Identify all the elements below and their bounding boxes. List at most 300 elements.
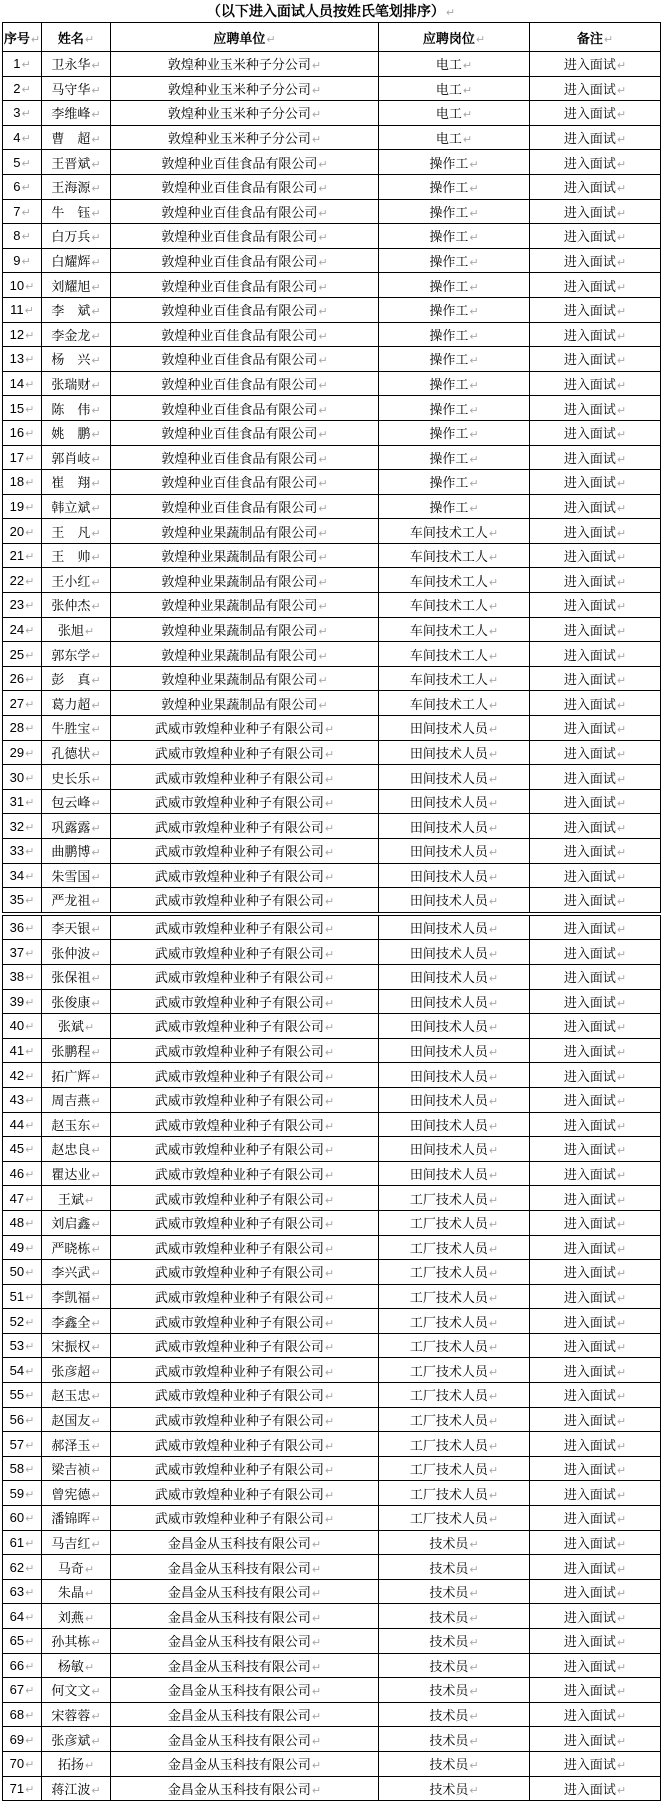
cell-remark [530, 888, 661, 914]
cell-remark-text: 进入面试 [563, 1462, 616, 1478]
cell-name [42, 1063, 111, 1088]
cell-name-text: 王 凡 [51, 524, 91, 540]
cell-remark-text: 进入面试 [563, 475, 616, 491]
cell-remark-text: 进入面试 [563, 994, 616, 1010]
cell-company-text: 武威市敦煌种业种子有限公司 [154, 1265, 324, 1281]
paragraph-mark-icon: ↵ [311, 1711, 322, 1724]
cell-company-text: 武威市敦煌种业种子有限公司 [154, 844, 324, 860]
paragraph-mark-icon: ↵ [616, 1440, 627, 1453]
cell-remark-text: 进入面试 [563, 352, 616, 368]
cell-company [111, 1210, 379, 1235]
table-row [3, 371, 661, 396]
paragraph-mark-icon: ↵ [25, 846, 35, 859]
paragraph-mark-icon: ↵ [25, 1291, 35, 1304]
cell-name [42, 52, 111, 77]
paragraph-mark-icon: ↵ [469, 1784, 479, 1797]
cell-remark-text: 进入面试 [563, 598, 616, 614]
paragraph-mark-icon: ↵ [488, 1292, 499, 1305]
paragraph-mark-icon: ↵ [488, 724, 499, 737]
cell-no-text: 70 [9, 1756, 25, 1772]
cell-remark-text: 进入面试 [563, 1732, 616, 1748]
cell-remark-text: 进入面试 [563, 795, 616, 811]
cell-company [111, 76, 379, 101]
cell-position [379, 1137, 530, 1162]
paragraph-mark-icon: ↵ [91, 232, 101, 245]
paragraph-mark-icon: ↵ [21, 206, 31, 219]
cell-name [42, 150, 111, 175]
cell-remark [530, 1112, 661, 1137]
paragraph-mark-icon: ↵ [25, 1070, 35, 1083]
cell-position-text: 技术员 [429, 1683, 469, 1699]
cell-name [42, 1604, 111, 1629]
cell-name-text: 何文文 [51, 1683, 91, 1699]
cell-name-text: 张仲波 [51, 945, 91, 961]
paragraph-mark-icon: ↵ [318, 429, 328, 442]
cell-remark-text: 进入面试 [563, 921, 616, 937]
cell-name [42, 199, 111, 224]
cell-no-text: 14 [9, 376, 25, 392]
cell-no [3, 1407, 42, 1432]
paragraph-mark-icon: ↵ [84, 33, 95, 46]
cell-name-text: 赵玉东 [51, 1117, 91, 1133]
cell-position [379, 445, 530, 470]
table-row [3, 1653, 661, 1678]
cell-no-text: 11 [10, 302, 24, 318]
paragraph-mark-icon: ↵ [616, 257, 627, 270]
cell-company [111, 1579, 379, 1604]
cell-name [42, 347, 111, 372]
cell-company-text: 武威市敦煌种业种子有限公司 [154, 1314, 324, 1330]
paragraph-mark-icon: ↵ [84, 1563, 95, 1576]
paragraph-mark-icon: ↵ [469, 1661, 479, 1674]
cell-remark [530, 101, 661, 126]
cell-no [3, 1678, 42, 1703]
cell-no [3, 273, 42, 298]
cell-no-text: 4 [13, 130, 21, 146]
table-row [3, 76, 661, 101]
cell-no [3, 519, 42, 544]
table-row [3, 470, 661, 495]
paragraph-mark-icon: ↵ [25, 870, 35, 883]
paragraph-mark-icon: ↵ [91, 576, 101, 589]
cell-no [3, 1653, 42, 1678]
cell-no-text: 48 [9, 1215, 25, 1231]
cell-name [42, 1456, 111, 1481]
paragraph-mark-icon: ↵ [91, 822, 101, 835]
paragraph-mark-icon: ↵ [91, 429, 101, 442]
paragraph-mark-icon: ↵ [469, 355, 479, 368]
cell-company [111, 765, 379, 790]
cell-position-text: 电工 [435, 131, 462, 147]
cell-position-text: 田间技术人员 [409, 1019, 488, 1035]
paragraph-mark-icon: ↵ [91, 257, 101, 270]
paragraph-mark-icon: ↵ [91, 1268, 101, 1281]
paragraph-mark-icon: ↵ [318, 380, 328, 393]
cell-remark-text: 进入面试 [563, 1708, 616, 1724]
cell-company-text: 敦煌种业百佳食品有限公司 [161, 278, 318, 294]
cell-company [111, 1751, 379, 1776]
paragraph-mark-icon: ↵ [469, 1637, 479, 1650]
cell-no-text: 25 [9, 646, 25, 662]
paragraph-mark-icon: ↵ [488, 1194, 499, 1207]
paragraph-mark-icon: ↵ [324, 748, 335, 761]
paragraph-mark-icon: ↵ [318, 502, 328, 515]
cell-position [379, 814, 530, 839]
cell-no [3, 445, 42, 470]
paragraph-mark-icon: ↵ [616, 1563, 627, 1576]
cell-remark-text: 进入面试 [563, 1240, 616, 1256]
table-row [3, 445, 661, 470]
cell-position-text: 田间技术人员 [409, 844, 488, 860]
paragraph-mark-icon: ↵ [616, 1170, 627, 1183]
paragraph-mark-icon: ↵ [488, 601, 499, 614]
cell-position-text: 田间技术人员 [409, 1068, 488, 1084]
paragraph-mark-icon: ↵ [311, 109, 322, 122]
cell-company [111, 1087, 379, 1112]
paragraph-mark-icon: ↵ [84, 1022, 95, 1035]
cell-name [42, 1481, 111, 1506]
paragraph-mark-icon: ↵ [318, 232, 328, 245]
cell-remark [530, 666, 661, 691]
cell-remark-text: 进入面试 [563, 573, 616, 589]
cell-position-text: 技术员 [429, 1757, 469, 1773]
cell-position [379, 1161, 530, 1186]
cell-position [379, 1383, 530, 1408]
cell-company-text: 武威市敦煌种业种子有限公司 [154, 721, 324, 737]
cell-company-text: 武威市敦煌种业种子有限公司 [154, 1191, 324, 1207]
cell-name [42, 297, 111, 322]
cell-name [42, 248, 111, 273]
paragraph-mark-icon: ↵ [318, 453, 328, 466]
cell-remark-text: 进入面试 [563, 1339, 616, 1355]
cell-remark-text: 进入面试 [563, 844, 616, 860]
paragraph-mark-icon: ↵ [318, 699, 328, 712]
paragraph-mark-icon: ↵ [488, 1440, 499, 1453]
paragraph-mark-icon: ↵ [91, 183, 101, 196]
cell-name-text: 马吉红 [51, 1535, 91, 1551]
paragraph-mark-icon: ↵ [91, 527, 101, 540]
paragraph-mark-icon: ↵ [25, 1636, 35, 1649]
paragraph-mark-icon: ↵ [616, 1465, 627, 1478]
cell-company [111, 125, 379, 150]
cell-remark-text: 进入面试 [563, 499, 616, 515]
paragraph-mark-icon: ↵ [91, 675, 101, 688]
cell-no [3, 1481, 42, 1506]
cell-no-text: 27 [9, 695, 25, 711]
cell-name [42, 1751, 111, 1776]
cell-remark-text: 进入面试 [563, 868, 616, 884]
cell-remark [530, 1702, 661, 1727]
cell-name [42, 1014, 111, 1039]
paragraph-mark-icon: ↵ [91, 1145, 101, 1158]
cell-name-text: 韩立斌 [51, 499, 91, 515]
cell-no [3, 1235, 42, 1260]
paragraph-mark-icon: ↵ [488, 625, 499, 638]
cell-company-text: 金昌金从玉科技有限公司 [167, 1683, 311, 1699]
table-row [3, 1137, 661, 1162]
table-row [3, 297, 661, 322]
paragraph-mark-icon: ↵ [616, 478, 627, 491]
cell-position-text: 田间技术人员 [409, 795, 488, 811]
cell-position-text: 操作工 [429, 426, 469, 442]
paragraph-mark-icon: ↵ [616, 1711, 627, 1724]
paragraph-mark-icon: ↵ [616, 134, 627, 147]
cell-no [3, 1161, 42, 1186]
cell-remark [530, 1456, 661, 1481]
cell-remark-text: 进入面试 [563, 1658, 616, 1674]
cell-company-text: 武威市敦煌种业种子有限公司 [154, 1462, 324, 1478]
paragraph-mark-icon: ↵ [616, 1686, 627, 1699]
cell-remark [530, 568, 661, 593]
cell-name-text: 拓广辉 [51, 1068, 91, 1084]
table-row [3, 1481, 661, 1506]
cell-remark [530, 789, 661, 814]
cell-position [379, 1112, 530, 1137]
cell-company [111, 297, 379, 322]
cell-remark-text: 进入面试 [563, 745, 616, 761]
cell-company [111, 494, 379, 519]
paragraph-mark-icon: ↵ [25, 1464, 35, 1477]
cell-name [42, 839, 111, 864]
cell-position [379, 568, 530, 593]
paragraph-mark-icon: ↵ [324, 798, 335, 811]
cell-position [379, 273, 530, 298]
cell-no [3, 248, 42, 273]
cell-no-text: 20 [9, 523, 25, 539]
cell-name-text: 刘燕 [57, 1609, 84, 1625]
cell-name [42, 76, 111, 101]
cell-remark-text: 进入面试 [563, 1560, 616, 1576]
cell-remark [530, 1407, 661, 1432]
cell-remark [530, 519, 661, 544]
cell-company-text: 敦煌种业果蔬制品有限公司 [161, 647, 318, 663]
cell-position [379, 1260, 530, 1285]
paragraph-mark-icon: ↵ [324, 948, 335, 961]
paragraph-mark-icon: ↵ [91, 601, 101, 614]
cell-no [3, 396, 42, 421]
paragraph-mark-icon: ↵ [324, 1219, 335, 1232]
cell-position-text: 田间技术人员 [409, 1142, 488, 1158]
cell-remark [530, 1653, 661, 1678]
cell-company-text: 金昌金从玉科技有限公司 [167, 1585, 311, 1601]
table-row [3, 1776, 661, 1801]
table-row [3, 1727, 661, 1752]
cell-no-text: 49 [9, 1239, 25, 1255]
paragraph-mark-icon: ↵ [469, 478, 479, 491]
paragraph-mark-icon: ↵ [311, 1563, 322, 1576]
cell-name-text: 张俊康 [51, 994, 91, 1010]
table-row [3, 494, 661, 519]
cell-no-text: 51 [9, 1288, 25, 1304]
cell-company-text: 敦煌种业果蔬制品有限公司 [161, 524, 318, 540]
paragraph-mark-icon: ↵ [25, 280, 35, 293]
cell-company-text: 武威市敦煌种业种子有限公司 [154, 994, 324, 1010]
cell-no [3, 568, 42, 593]
paragraph-mark-icon: ↵ [91, 748, 101, 761]
cell-no [3, 174, 42, 199]
cell-name [42, 1284, 111, 1309]
cell-position-text: 操作工 [429, 352, 469, 368]
paragraph-mark-icon: ↵ [469, 429, 479, 442]
cell-remark-text: 进入面试 [563, 1437, 616, 1453]
cell-company [111, 322, 379, 347]
cell-company-text: 武威市敦煌种业种子有限公司 [154, 1019, 324, 1035]
cell-remark [530, 1309, 661, 1334]
cell-name [42, 1579, 111, 1604]
paragraph-mark-icon: ↵ [488, 1268, 499, 1281]
cell-position-text: 田间技术人员 [409, 1044, 488, 1060]
table-row [3, 420, 661, 445]
cell-remark-text: 进入面试 [563, 1634, 616, 1650]
paragraph-mark-icon: ↵ [91, 306, 101, 319]
paragraph-mark-icon: ↵ [91, 1317, 101, 1330]
cell-remark [530, 1284, 661, 1309]
cell-no [3, 322, 42, 347]
cell-remark [530, 1678, 661, 1703]
paragraph-mark-icon: ↵ [91, 404, 101, 417]
cell-company [111, 52, 379, 77]
paragraph-mark-icon: ↵ [488, 1415, 499, 1428]
cell-no-text: 41 [9, 1043, 25, 1059]
paragraph-mark-icon: ↵ [25, 1267, 35, 1280]
cell-company-text: 武威市敦煌种业种子有限公司 [154, 1437, 324, 1453]
cell-name [42, 273, 111, 298]
cell-remark [530, 347, 661, 372]
cell-position-text: 技术员 [429, 1781, 469, 1797]
paragraph-mark-icon: ↵ [488, 997, 499, 1010]
paragraph-mark-icon: ↵ [616, 822, 627, 835]
cell-no-text: 32 [9, 818, 25, 834]
paragraph-mark-icon: ↵ [311, 1661, 322, 1674]
cell-company-text: 武威市敦煌种业种子有限公司 [154, 1216, 324, 1232]
cell-company-text: 金昌金从玉科技有限公司 [167, 1658, 311, 1674]
cell-company-text: 武威市敦煌种业种子有限公司 [154, 1363, 324, 1379]
cell-remark-text: 进入面试 [563, 819, 616, 835]
cell-position [379, 371, 530, 396]
cell-company [111, 1038, 379, 1063]
paragraph-mark-icon: ↵ [324, 1489, 335, 1502]
paragraph-mark-icon: ↵ [318, 404, 328, 417]
cell-company [111, 888, 379, 914]
cell-company-text: 敦煌种业百佳食品有限公司 [161, 180, 318, 196]
cell-remark-text: 进入面试 [563, 401, 616, 417]
cell-name-text: 张鹏程 [51, 1044, 91, 1060]
paragraph-mark-icon: ↵ [25, 972, 35, 985]
cell-no-text: 9 [13, 253, 21, 269]
cell-position [379, 1309, 530, 1334]
paragraph-mark-icon: ↵ [324, 1342, 335, 1355]
cell-company-text: 武威市敦煌种业种子有限公司 [154, 819, 324, 835]
cell-name [42, 617, 111, 642]
table-row [3, 248, 661, 273]
paragraph-mark-icon: ↵ [25, 1046, 35, 1059]
cell-name [42, 470, 111, 495]
cell-name [42, 420, 111, 445]
paragraph-mark-icon: ↵ [488, 699, 499, 712]
cell-name-text: 王晋斌 [51, 155, 91, 171]
cell-no-text: 54 [9, 1362, 25, 1378]
cell-company-text: 敦煌种业百佳食品有限公司 [161, 155, 318, 171]
paragraph-mark-icon: ↵ [311, 1538, 322, 1551]
table-row [3, 273, 661, 298]
paragraph-mark-icon: ↵ [469, 404, 479, 417]
paragraph-mark-icon: ↵ [25, 403, 35, 416]
cell-name [42, 494, 111, 519]
cell-remark-text: 进入面试 [563, 647, 616, 663]
cell-company [111, 1260, 379, 1285]
cell-no-text: 12 [9, 326, 25, 342]
cell-name-text: 刘耀旭 [51, 278, 91, 294]
paragraph-mark-icon: ↵ [25, 1513, 35, 1526]
paragraph-mark-icon: ↵ [324, 1120, 335, 1133]
cell-position-text: 车间技术工人 [409, 573, 488, 589]
cell-name-text: 赵玉忠 [51, 1388, 91, 1404]
cell-remark-text: 进入面试 [563, 1412, 616, 1428]
cell-company [111, 617, 379, 642]
paragraph-mark-icon: ↵ [318, 601, 328, 614]
paragraph-mark-icon: ↵ [469, 1563, 479, 1576]
cell-position-text: 田间技术人员 [409, 921, 488, 937]
cell-name-text: 李兴武 [51, 1265, 91, 1281]
cell-company [111, 1284, 379, 1309]
cell-no [3, 1333, 42, 1358]
table-row [3, 1087, 661, 1112]
cell-name [42, 740, 111, 765]
cell-company [111, 1678, 379, 1703]
cell-no-text: 15 [9, 400, 25, 416]
table-row [3, 347, 661, 372]
cell-remark [530, 1161, 661, 1186]
paragraph-mark-icon: ↵ [25, 452, 35, 465]
cell-position [379, 1407, 530, 1432]
cell-no [3, 914, 42, 940]
cell-name [42, 1727, 111, 1752]
cell-position [379, 1751, 530, 1776]
cell-company [111, 1776, 379, 1801]
paragraph-mark-icon: ↵ [311, 1612, 322, 1625]
cell-no [3, 1284, 42, 1309]
cell-position-text: 田间技术人员 [409, 745, 488, 761]
paragraph-mark-icon: ↵ [616, 1637, 627, 1650]
cell-position [379, 297, 530, 322]
paragraph-mark-icon: ↵ [324, 1145, 335, 1158]
cell-no-text: 30 [9, 769, 25, 785]
paragraph-mark-icon: ↵ [91, 1637, 101, 1650]
paragraph-mark-icon: ↵ [25, 1685, 35, 1698]
cell-no [3, 1260, 42, 1285]
paragraph-mark-icon: ↵ [616, 847, 627, 860]
paragraph-mark-icon: ↵ [324, 973, 335, 986]
paragraph-mark-icon: ↵ [616, 1784, 627, 1797]
cell-position-text: 操作工 [429, 278, 469, 294]
paragraph-mark-icon: ↵ [91, 1784, 101, 1797]
paragraph-mark-icon: ↵ [462, 134, 473, 147]
table-row [3, 1555, 661, 1580]
cell-position [379, 174, 530, 199]
paragraph-mark-icon: ↵ [25, 895, 35, 908]
cell-company-text: 武威市敦煌种业种子有限公司 [154, 1486, 324, 1502]
cell-no-text: 31 [9, 794, 25, 810]
cell-no-text: 55 [9, 1387, 25, 1403]
cell-no [3, 371, 42, 396]
cell-no [3, 52, 42, 77]
paragraph-mark-icon: ↵ [616, 1317, 627, 1330]
paragraph-mark-icon: ↵ [25, 1341, 35, 1354]
paragraph-mark-icon: ↵ [21, 231, 31, 244]
cell-position-text: 技术员 [429, 1732, 469, 1748]
paragraph-mark-icon: ↵ [91, 1120, 101, 1133]
cell-remark [530, 593, 661, 618]
